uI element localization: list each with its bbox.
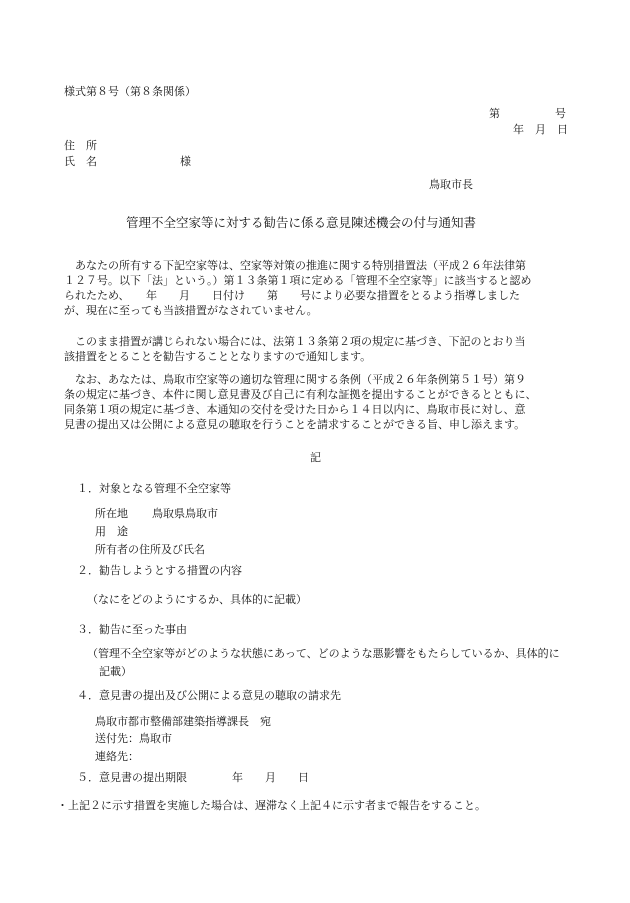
item-1-heading: １．対象となる管理不全空家等	[77, 482, 231, 495]
paragraph-line: 見書の提出又は公開による意見の聴取を行うことを請求することができる旨、申し添えます。	[64, 418, 526, 431]
honorific: 様	[180, 155, 191, 168]
sender-name: 鳥取市長	[429, 178, 473, 191]
paragraph-line: あなたの所有する下記空家等は、空家等対策の推進に関する特別措置法（平成２６年法律第	[75, 259, 526, 272]
item-3-heading: ３．勧告に至った事由	[77, 623, 187, 636]
item-4-heading: ４．意見書の提出及び公開による意見の聴取の請求先	[77, 689, 341, 702]
location-label: 所在地	[95, 507, 128, 520]
paragraph-line: １２７号。以下「法」という。）第１３条第１項に定める「管理不全空家等」に該当すると認め	[64, 274, 532, 287]
item-5-heading: ５．意見書の提出期限	[77, 771, 187, 784]
item-2-note: （なにをどのようにするか、具体的に記載）	[87, 593, 307, 606]
issue-date: 年 月 日	[513, 123, 568, 136]
form-number: 様式第８号（第８条関係）	[64, 85, 196, 98]
item-3-note-line-1: （管理不全空家等がどのような状態にあって、どのような悪影響をもたらしているか、具体的に	[87, 647, 560, 660]
submission-deadline: 年 月 日	[232, 771, 309, 784]
paragraph-line: られたため、 年 月 日付け 第 号により必要な措置をとるよう指導しました	[64, 289, 521, 302]
paragraph-line: なお、あなたは、鳥取市空家等の適切な管理に関する条例（平成２６年条例第５１号）第９	[75, 373, 526, 386]
paragraph-line: 該措置をとることを勧告することとなりますので通知します。	[64, 350, 372, 363]
paragraph-line: 同条第１項の規定に基づき、本通知の交付を受けた日から１４日以内に、鳥取市長に対し、意	[64, 403, 526, 416]
contact: 連絡先：	[95, 750, 139, 763]
item-2-heading: ２．勧告しようとする措置の内容	[77, 564, 242, 577]
document-number: 第 号	[489, 107, 566, 120]
footnote: ・上記２に示す措置を実施した場合は、遅滞なく上記４に示す者まで報告をすること。	[57, 799, 486, 812]
name-label: 氏 名	[64, 155, 97, 168]
body-paragraph-3	[64, 372, 584, 432]
use-label: 用 途	[95, 525, 128, 538]
body-paragraph-1	[64, 258, 584, 318]
recipient-department: 鳥取市都市整備部建築指導課長 宛	[95, 715, 271, 728]
location-value: 鳥取県鳥取市	[152, 507, 218, 520]
owner-label: 所有者の住所及び氏名	[95, 543, 205, 556]
document-title: 管理不全空家等に対する勧告に係る意見陳述機会の付与通知書	[126, 215, 477, 230]
item-3-note-line-2: 記載）	[99, 665, 132, 678]
send-to: 送付先：鳥取市	[95, 732, 172, 745]
paragraph-line: が、現在に至っても当該措置がなされていません。	[64, 304, 318, 317]
ki-heading: 記	[310, 451, 321, 464]
address-label: 住 所	[64, 139, 97, 152]
body-paragraph-2	[64, 334, 584, 364]
paragraph-line: 条の規定に基づき、本件に関し意見書及び自己に有利な証拠を提出することができるとともに、	[64, 388, 537, 401]
paragraph-line: このまま措置が講じられない場合には、法第１３条第２項の規定に基づき、下記のとおり当	[75, 335, 526, 348]
